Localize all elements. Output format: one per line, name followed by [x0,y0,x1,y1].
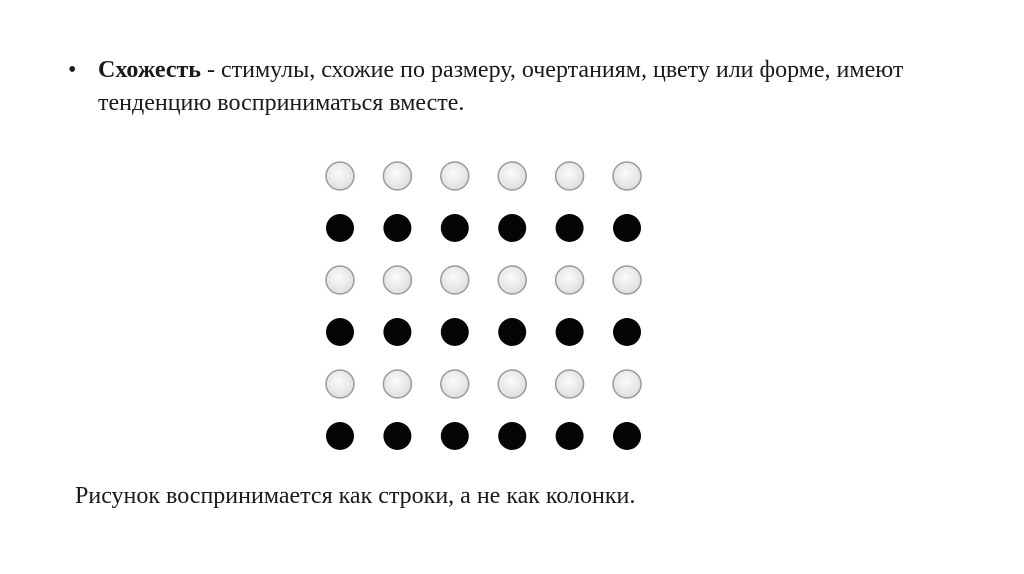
light-dot [326,266,354,294]
light-dot [441,370,469,398]
light-dot [383,266,411,294]
dark-dot [613,214,641,242]
light-dot [326,370,354,398]
dark-dot [441,422,469,450]
light-dot [498,370,526,398]
dark-dot [441,214,469,242]
dark-dot [383,214,411,242]
dark-dot [441,318,469,346]
light-dot [613,162,641,190]
dark-dot [498,422,526,450]
dark-dot [613,318,641,346]
bullet-term: Схожесть [98,57,201,83]
light-dot [556,266,584,294]
light-dot [326,162,354,190]
dark-dot [556,422,584,450]
dark-dot [556,214,584,242]
dark-dot [326,318,354,346]
light-dot [441,266,469,294]
bullet-line [66,54,966,120]
light-dot [441,162,469,190]
light-dot [383,162,411,190]
dark-dot [326,214,354,242]
figure-caption: Рисунок воспринимается как строки, а не как колонки. [75,483,636,509]
light-dot [613,266,641,294]
bullet-item [66,54,966,120]
dark-dot [613,422,641,450]
light-dot [556,162,584,190]
dark-dot [326,422,354,450]
light-dot [498,162,526,190]
bullet-dot-icon: • [68,57,77,83]
dark-dot [383,318,411,346]
dark-dot [498,214,526,242]
light-dot [383,370,411,398]
light-dot [613,370,641,398]
dark-dot [498,318,526,346]
dark-dot [383,422,411,450]
bullet-text [98,54,966,120]
light-dot [498,266,526,294]
dot-grid-figure [318,156,656,458]
light-dot [556,370,584,398]
bullet-definition: - стимулы, схожие по размеру, очертаниям, цвету или форме, имеют тенденцию восприниматься вместе. [98,57,904,116]
dark-dot [556,318,584,346]
